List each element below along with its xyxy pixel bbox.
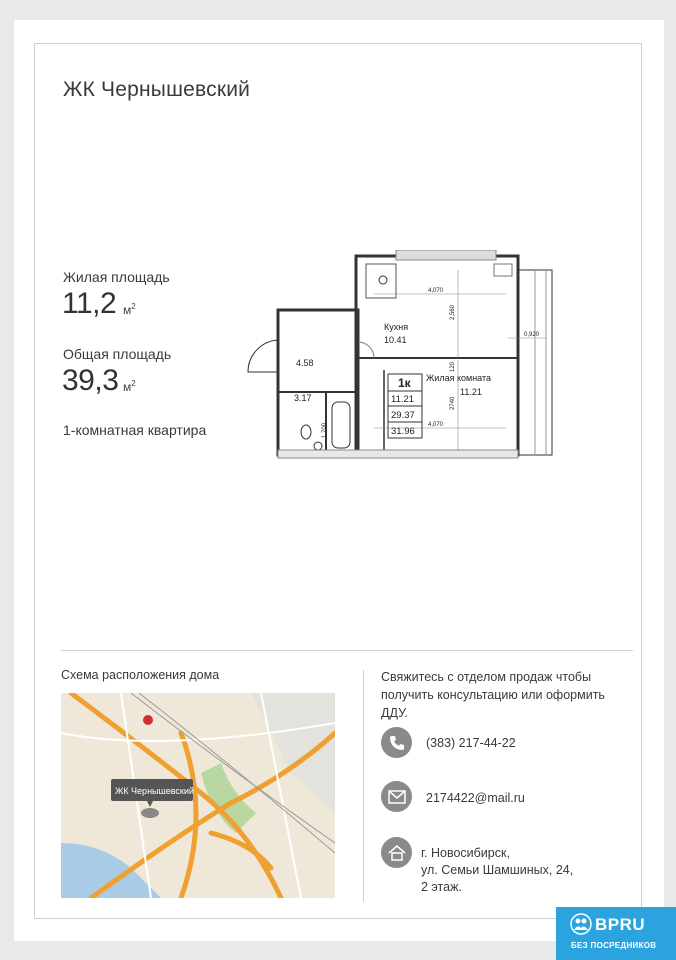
dim-middle: 120: [450, 361, 456, 372]
dim-bottom: 4,070: [428, 422, 444, 428]
phone-number[interactable]: (383) 217-44-22: [426, 736, 516, 750]
living-area-value: 11,2: [62, 287, 117, 320]
contact-intro: Свяжитесь с отделом продаж чтобы получить консультацию или оформить ДДУ.: [381, 670, 605, 720]
logo-name: BPRU: [595, 915, 646, 934]
dim-bath-vertical: 1,700: [322, 422, 328, 438]
dim-kitchen-vertical: 2,560: [450, 304, 456, 320]
people-icon: [570, 913, 592, 935]
hall-area: 4.58: [296, 358, 314, 368]
badge-title: 1к: [398, 376, 411, 390]
bath-area: 3.17: [294, 393, 312, 403]
location-map[interactable]: [61, 693, 335, 898]
address-line-2: ул. Семьи Шамшиных, 24,: [421, 863, 574, 877]
dim-room-vertical: 2740: [450, 396, 456, 410]
no-entry-icon: [143, 715, 153, 725]
logo-tagline: БЕЗ ПОСРЕДНИКОВ: [571, 941, 657, 950]
email-link[interactable]: 2174422@mail.ru: [426, 791, 525, 805]
apartment-type: 1-комнатная квартира: [63, 422, 207, 438]
badge-row-3: 31.96: [391, 426, 415, 437]
address: [421, 845, 573, 896]
address-line-1: г. Новосибирск,: [421, 846, 510, 860]
badge-row-1: 11.21: [391, 394, 415, 405]
section-divider: [61, 650, 633, 651]
total-area-unit: $м^2$: [123, 379, 136, 394]
home-icon: [381, 837, 412, 868]
dim-top: 4,070: [428, 288, 444, 294]
room-area: 11.21: [460, 387, 482, 397]
map-pin-icon: [141, 808, 159, 818]
living-area-label: Жилая площадь: [63, 269, 170, 285]
total-area-value: 39,3: [62, 364, 119, 397]
bpru-logo[interactable]: [556, 907, 676, 960]
total-area-label: Общая площадь: [63, 346, 172, 362]
badge-row-2: 29.37: [391, 410, 415, 421]
map-caption: Схема расположения дома: [61, 668, 220, 682]
kitchen-area: 10.41: [384, 335, 407, 345]
email-icon: [381, 781, 412, 812]
living-area-unit: $м^2$: [123, 302, 136, 317]
room-label: Жилая комната: [426, 373, 492, 383]
dim-balcony: 0,920: [524, 332, 540, 338]
map-pin-label: ЖК Чернышевский: [115, 786, 194, 796]
page-title: ЖК Чернышевский: [63, 78, 251, 101]
column-divider: [363, 670, 364, 902]
phone-icon: [381, 727, 412, 758]
address-line-3: 2 этаж.: [421, 880, 462, 894]
floor-plan: [246, 250, 558, 460]
kitchen-label: Кухня: [384, 322, 409, 332]
